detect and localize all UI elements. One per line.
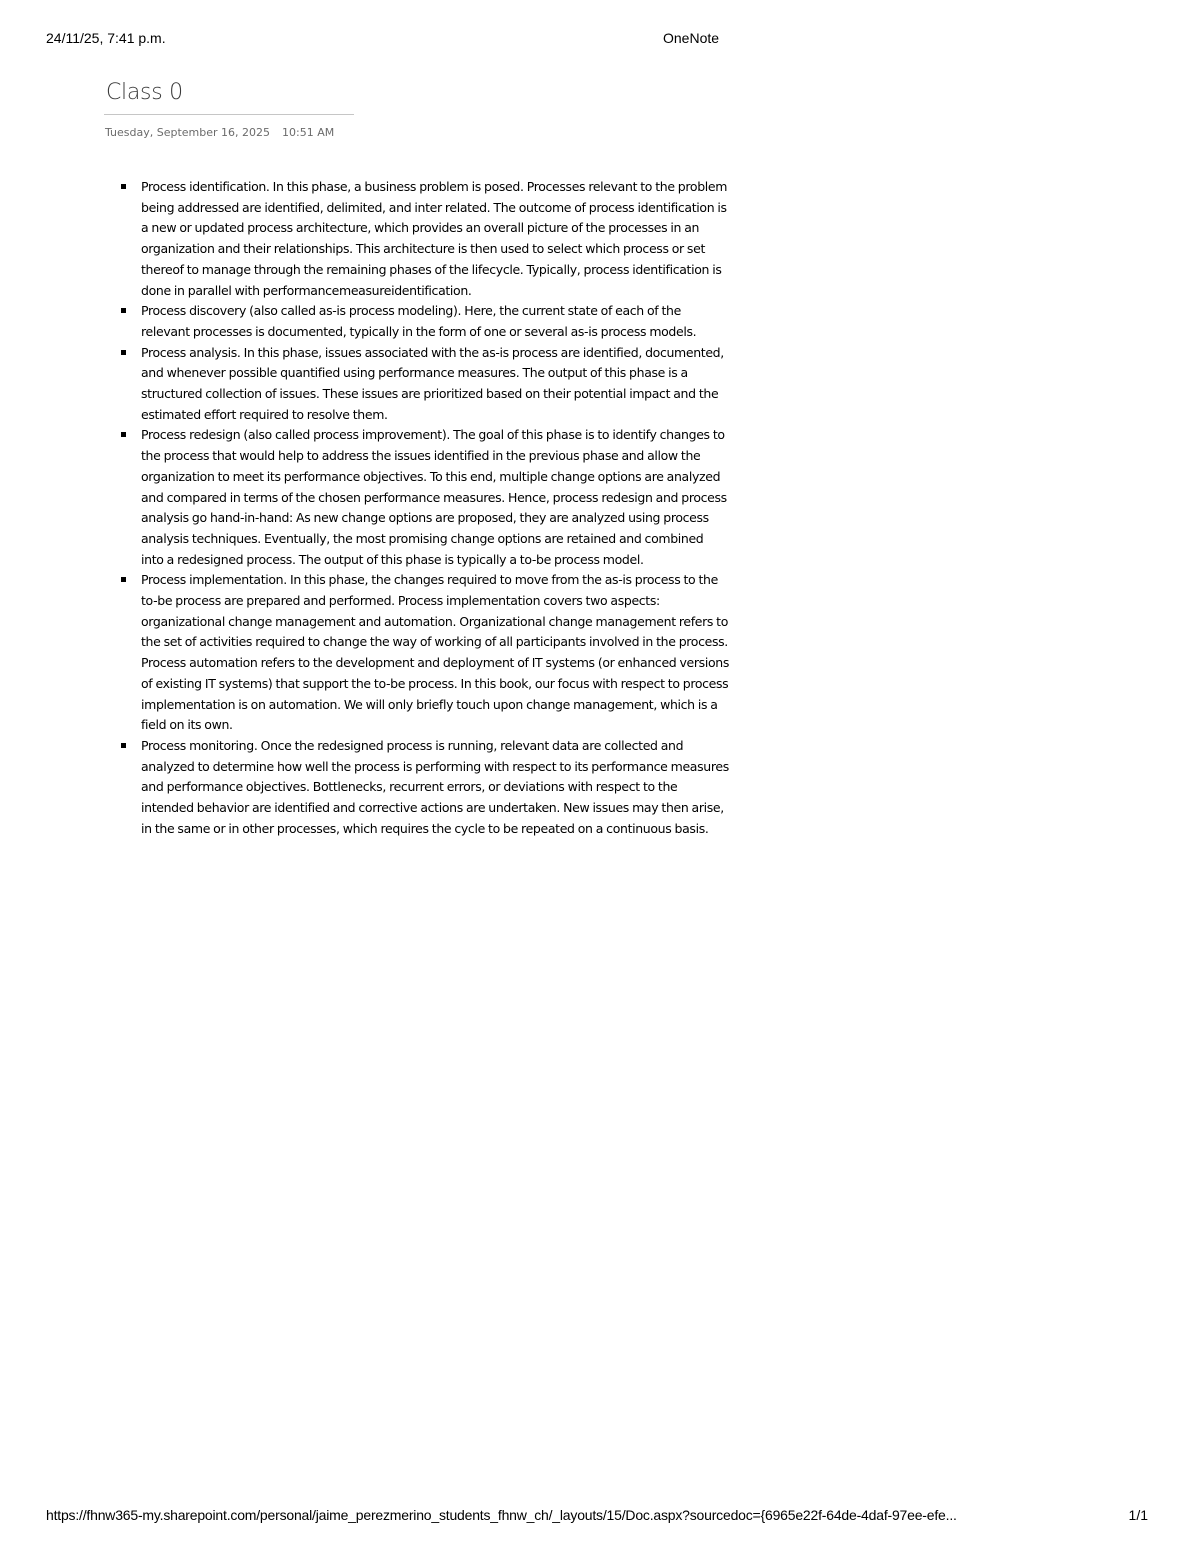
list-item-text: Process redesign (also called process improvement). The goal of this phase is to identify changes to the process that would help to address the issues identified in the previous phase and allow the organization to meet its performance objectives. To this end, multiple change options are analyzed and compared in terms of the chosen performance measures. Hence, process redesign and process analysis go hand-in-hand: As new change options are proposed, they are analyzed using process analysis techniques. Eventually, the most promising change options are retained and combined into a redesigned process. The output of this phase is typically a to-be process model. (141, 427, 727, 567)
list-item (141, 301, 729, 342)
list-item (141, 425, 729, 570)
bullet-icon (121, 577, 126, 582)
list-item-text: Process monitoring. Once the redesigned process is running, relevant data are collected and analyzed to determine how well the process is performing with respect to its performance measures and performance objectives. Bottlenecks, recurrent errors, or deviations with respect to the intended behavior are identified and corrective actions are undertaken. New issues may then arise, in the same or in other processes, which requires the cycle to be repeated on a continuous basis. (141, 737, 729, 836)
print-header (46, 30, 1156, 50)
page-date: Tuesday, September 16, 2025 (105, 126, 271, 139)
title-divider (104, 114, 354, 115)
bullet-icon (121, 350, 126, 355)
bullet-icon (121, 432, 126, 437)
print-page-count: 1/1 (1128, 1507, 1148, 1523)
list-item-text: Process implementation. In this phase, the changes required to move from the as-is process to the to-be process are prepared and performed. Process implementation covers two aspects: organizational change management and automation. Organizational change management refers to the set of activities required to change the way of working of all participants involved in the process. Process automation refers to the development and deployment of IT systems (or enhanced versions of existing IT systems) that support the to-be process. In this book, our focus with respect to process implementation is on automation. We will only briefly touch upon change management, which is a field on its own. (141, 572, 729, 733)
list-item-text: Process identification. In this phase, a business problem is posed. Processes relevant to the problem being addressed are identified, delimited, and inter related. The outcome of process identification is a new or updated process architecture, which provides an overall picture of the processes in an organization and their relationships. This architecture is then used to select which process or set thereof to manage through the remaining phases of the lifecycle. Typically, process identification is done in parallel with performancemeasureidentification. (141, 179, 728, 298)
page-title: Class 0 (106, 80, 183, 105)
list-item-text: Process analysis. In this phase, issues associated with the as-is process are identified, documented, and whenever possible quantified using performance measures. The output of this phase is a structured collection of issues. These issues are prioritized based on their potential impact and the estimated effort required to resolve them. (141, 344, 724, 422)
print-app-name: OneNote (663, 30, 720, 46)
bullet-icon (121, 184, 126, 189)
list-item-text: Process discovery (also called as-is process modeling). Here, the current state of each of the relevant processes is documented, typically in the form of one or several as-is process models. (141, 303, 697, 339)
print-footer (46, 1507, 1156, 1527)
bullet-icon (121, 308, 126, 313)
list-item (141, 570, 729, 736)
print-url: https://fhnw365-my.sharepoint.com/personal/jaime_perezmerino_students_fhnw_ch/_layouts/15/Doc.aspx?sourcedoc={6965e22f-64de-4daf-97ee-efe... (46, 1507, 957, 1523)
print-datetime: 24/11/25, 7:41 p.m. (46, 30, 166, 46)
list-item (141, 343, 729, 426)
page-time: 10:51 AM (282, 126, 335, 139)
list-item (141, 736, 729, 840)
page-meta (105, 126, 334, 139)
note-content (141, 177, 729, 840)
bullet-list (141, 177, 729, 840)
bullet-icon (121, 743, 126, 748)
list-item (141, 177, 729, 301)
